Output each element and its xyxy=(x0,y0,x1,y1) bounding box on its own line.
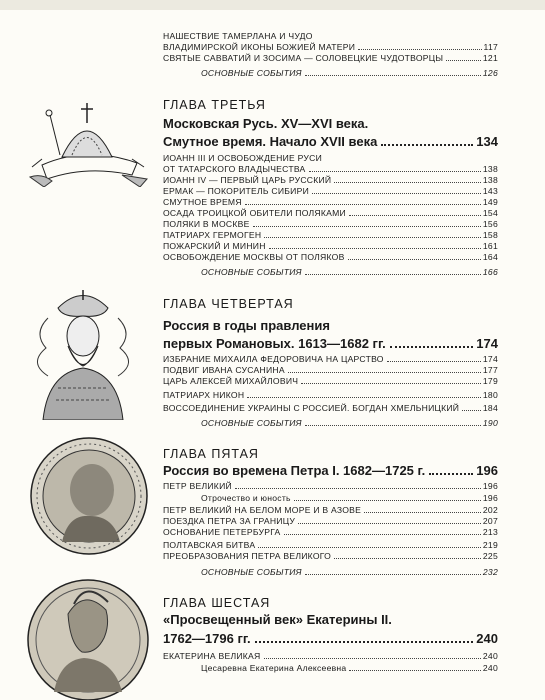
toc-entry[interactable]: НАШЕСТВИЕ ТАМЕРЛАНА И ЧУДО xyxy=(163,31,313,41)
toc-entry[interactable]: ЕКАТЕРИНА ВЕЛИКАЯ 240 xyxy=(163,651,498,661)
tsar-portrait-illustration xyxy=(18,288,148,420)
chapter-label: ГЛАВА ШЕСТАЯ xyxy=(163,596,271,610)
toc-entry-key-events[interactable]: ОСНОВНЫЕ СОБЫТИЯ 166 xyxy=(201,267,498,277)
toc-entry[interactable]: ПОЖАРСКИЙ И МИНИН 161 xyxy=(163,241,498,251)
catherine-medal-illustration xyxy=(24,574,152,700)
toc-entry[interactable]: ОСНОВАНИЕ ПЕТЕРБУРГА 213 xyxy=(163,527,498,537)
toc-entry[interactable]: ПАТРИАРХ НИКОН 180 xyxy=(163,390,498,400)
chapter-label: ГЛАВА ПЯТАЯ xyxy=(163,447,259,461)
toc-subentry[interactable]: Отрочество и юность 196 xyxy=(201,493,498,503)
toc-entry-key-events[interactable]: ОСНОВНЫЕ СОБЫТИЯ 126 xyxy=(201,68,498,78)
toc-entry[interactable]: ЦАРЬ АЛЕКСЕЙ МИХАЙЛОВИЧ 179 xyxy=(163,376,498,386)
chapter-label: ГЛАВА ЧЕТВЕРТАЯ xyxy=(163,297,294,311)
toc-entry-key-events[interactable]: ОСНОВНЫЕ СОБЫТИЯ 190 xyxy=(201,418,498,428)
toc-entry[interactable]: СВЯТЫЕ САВВАТИЙ И ЗОСИМА — СОЛОВЕЦКИЕ ЧУДОТВОРЦЫ 121 xyxy=(163,53,498,63)
toc-entry[interactable]: ИЗБРАНИЕ МИХАИЛА ФЕДОРОВИЧА НА ЦАРСТВО 174 xyxy=(163,354,498,364)
toc-entry[interactable]: ПОДВИГ ИВАНА СУСАНИНА 177 xyxy=(163,365,498,375)
toc-entry[interactable]: ПЕТР ВЕЛИКИЙ 196 xyxy=(163,481,498,491)
toc-entry[interactable]: ВЛАДИМИРСКОЙ ИКОНЫ БОЖИЕЙ МАТЕРИ 117 xyxy=(163,42,498,52)
toc-entry[interactable]: ОСВОБОЖДЕНИЕ МОСКВЫ ОТ ПОЛЯКОВ 164 xyxy=(163,252,498,262)
toc-entry[interactable]: ПАТРИАРХ ГЕРМОГЕН 158 xyxy=(163,230,498,240)
crown-on-cushion-illustration xyxy=(22,95,152,187)
toc-entry[interactable]: ИОАНН IV — ПЕРВЫЙ ЦАРЬ РУССКИЙ 138 xyxy=(163,175,498,185)
chapter-label: ГЛАВА ТРЕТЬЯ xyxy=(163,98,266,112)
toc-subentry[interactable]: Цесаревна Екатерина Алексеевна 240 xyxy=(201,663,498,673)
toc-entry[interactable]: ПОЛТАВСКАЯ БИТВА 219 xyxy=(163,540,498,550)
toc-entry[interactable]: ОТ ТАТАРСКОГО ВЛАДЫЧЕСТВА 138 xyxy=(163,164,498,174)
chapter-title: Московская Русь. XV—XVI века. xyxy=(163,116,369,131)
chapter-title: «Просвещенный век» Екатерины II. xyxy=(163,612,392,627)
toc-entry[interactable]: ПОЕЗДКА ПЕТРА ЗА ГРАНИЦУ 207 xyxy=(163,516,498,526)
toc-entry[interactable]: ПЕТР ВЕЛИКИЙ НА БЕЛОМ МОРЕ И В АЗОВЕ 202 xyxy=(163,505,498,515)
toc-entry[interactable]: ОСАДА ТРОИЦКОЙ ОБИТЕЛИ ПОЛЯКАМИ 154 xyxy=(163,208,498,218)
page-top-edge xyxy=(0,0,545,10)
toc-entry[interactable]: ИОАНН III И ОСВОБОЖДЕНИЕ РУСИ xyxy=(163,153,323,163)
toc-entry[interactable]: ЕРМАК — ПОКОРИТЕЛЬ СИБИРИ 143 xyxy=(163,186,498,196)
toc-entry[interactable]: ПОЛЯКИ В МОСКВЕ 156 xyxy=(163,219,498,229)
chapter-title-line[interactable]: Россия во времена Петра I. 1682—1725 г. 196 xyxy=(163,463,498,478)
chapter-title: Россия в годы правления xyxy=(163,318,330,333)
chapter-title-line[interactable]: Смутное время. Начало XVII века 134 xyxy=(163,134,498,149)
toc-entry[interactable]: ВОССОЕДИНЕНИЕ УКРАИНЫ С РОССИЕЙ. БОГДАН ХМЕЛЬНИЦКИЙ 184 xyxy=(163,403,498,413)
toc-entry[interactable]: СМУТНОЕ ВРЕМЯ 149 xyxy=(163,197,498,207)
chapter-title-line[interactable]: первых Романовых. 1613—1682 гг. 174 xyxy=(163,336,498,351)
toc-entry[interactable]: ПРЕОБРАЗОВАНИЯ ПЕТРА ВЕЛИКОГО 225 xyxy=(163,551,498,561)
toc-entry-key-events[interactable]: ОСНОВНЫЕ СОБЫТИЯ 232 xyxy=(201,567,498,577)
peter-medal-illustration xyxy=(28,434,150,558)
chapter-title-line[interactable]: 1762—1796 гг. 240 xyxy=(163,631,498,646)
